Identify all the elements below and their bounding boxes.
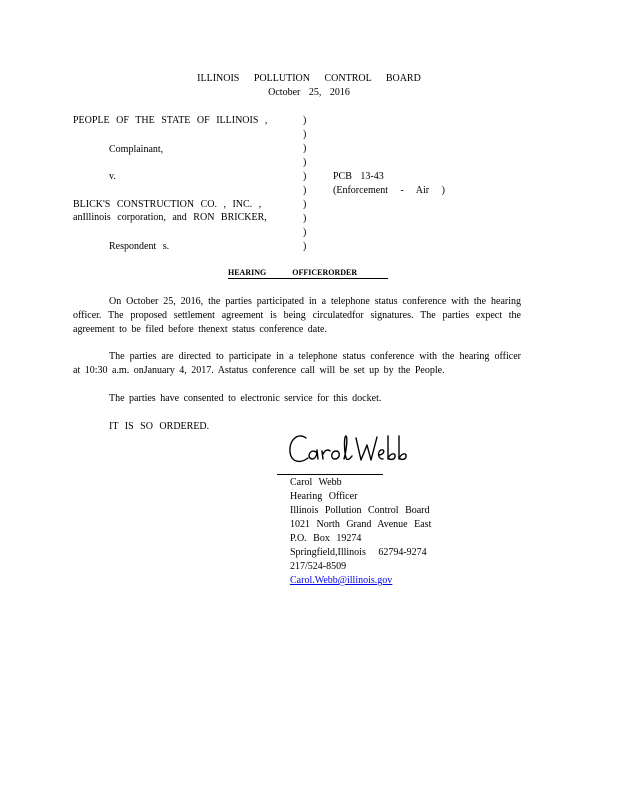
- defendant-line-1: BLICK'S CONSTRUCTION CO. , INC. ,: [73, 199, 262, 210]
- signer-phone: 217/524-8509: [290, 561, 347, 572]
- signer-email-link[interactable]: [290, 574, 414, 588]
- order-date: October 25, 2016: [268, 87, 350, 98]
- caption-paren: ): [303, 241, 307, 252]
- order-paragraph-1: On October 25, 2016, the parties participated in a telephone status conference with the hearing officer. The proposed settlement agreement is being circulatedfor signatures. The parties expect the agreement to be filed before thenext status conference date.: [73, 296, 521, 335]
- order-title: HEARING OFFICERORDER: [228, 268, 388, 279]
- defendant-line-2: anIllinois corporation, and RON BRICKER,: [73, 212, 267, 223]
- signature-line: [277, 474, 383, 475]
- order-paragraph-3: The parties have consented to electronic service for this docket.: [109, 393, 382, 404]
- versus-label: v.: [109, 171, 116, 182]
- case-type: (Enforcement - Air ): [333, 185, 445, 196]
- caption-paren: ): [303, 143, 307, 154]
- caption-paren: ): [303, 115, 307, 126]
- caption-paren: ): [303, 213, 307, 224]
- signer-address-2: P.O. Box 19274: [290, 533, 362, 544]
- handwritten-signature: [286, 428, 416, 470]
- complainant-label: Complainant,: [109, 144, 164, 155]
- case-number: PCB 13-43: [333, 171, 384, 182]
- plaintiff-name: PEOPLE OF THE STATE OF ILLINOIS ,: [73, 115, 268, 126]
- signer-address-1: 1021 North Grand Avenue East: [290, 519, 432, 530]
- signer-title: Hearing Officer: [290, 491, 358, 502]
- caption-paren: ): [303, 227, 307, 238]
- email-link-text[interactable]: Carol.Webb@illinois.gov: [290, 575, 393, 586]
- caption-paren: ): [303, 157, 307, 168]
- caption-paren: ): [303, 199, 307, 210]
- order-paragraph-2: The parties are directed to participate in a telephone status conference with the hearing officer at 10:30 a.m. onJanuary 4, 2017. Astatus conference call will be set up by the People.: [73, 351, 521, 376]
- caption-paren: ): [303, 185, 307, 196]
- respondent-label: Respondent s.: [109, 241, 170, 252]
- caption-paren: ): [303, 129, 307, 140]
- signer-name: Carol Webb: [290, 477, 342, 488]
- caption-paren: ): [303, 171, 307, 182]
- signer-city: Springfield,Illinois 62794-9274: [290, 547, 427, 558]
- signer-organization: Illinois Pollution Control Board: [290, 505, 430, 516]
- board-name: ILLINOIS POLLUTION CONTROL BOARD: [197, 73, 421, 84]
- closing-statement: IT IS SO ORDERED.: [109, 421, 210, 432]
